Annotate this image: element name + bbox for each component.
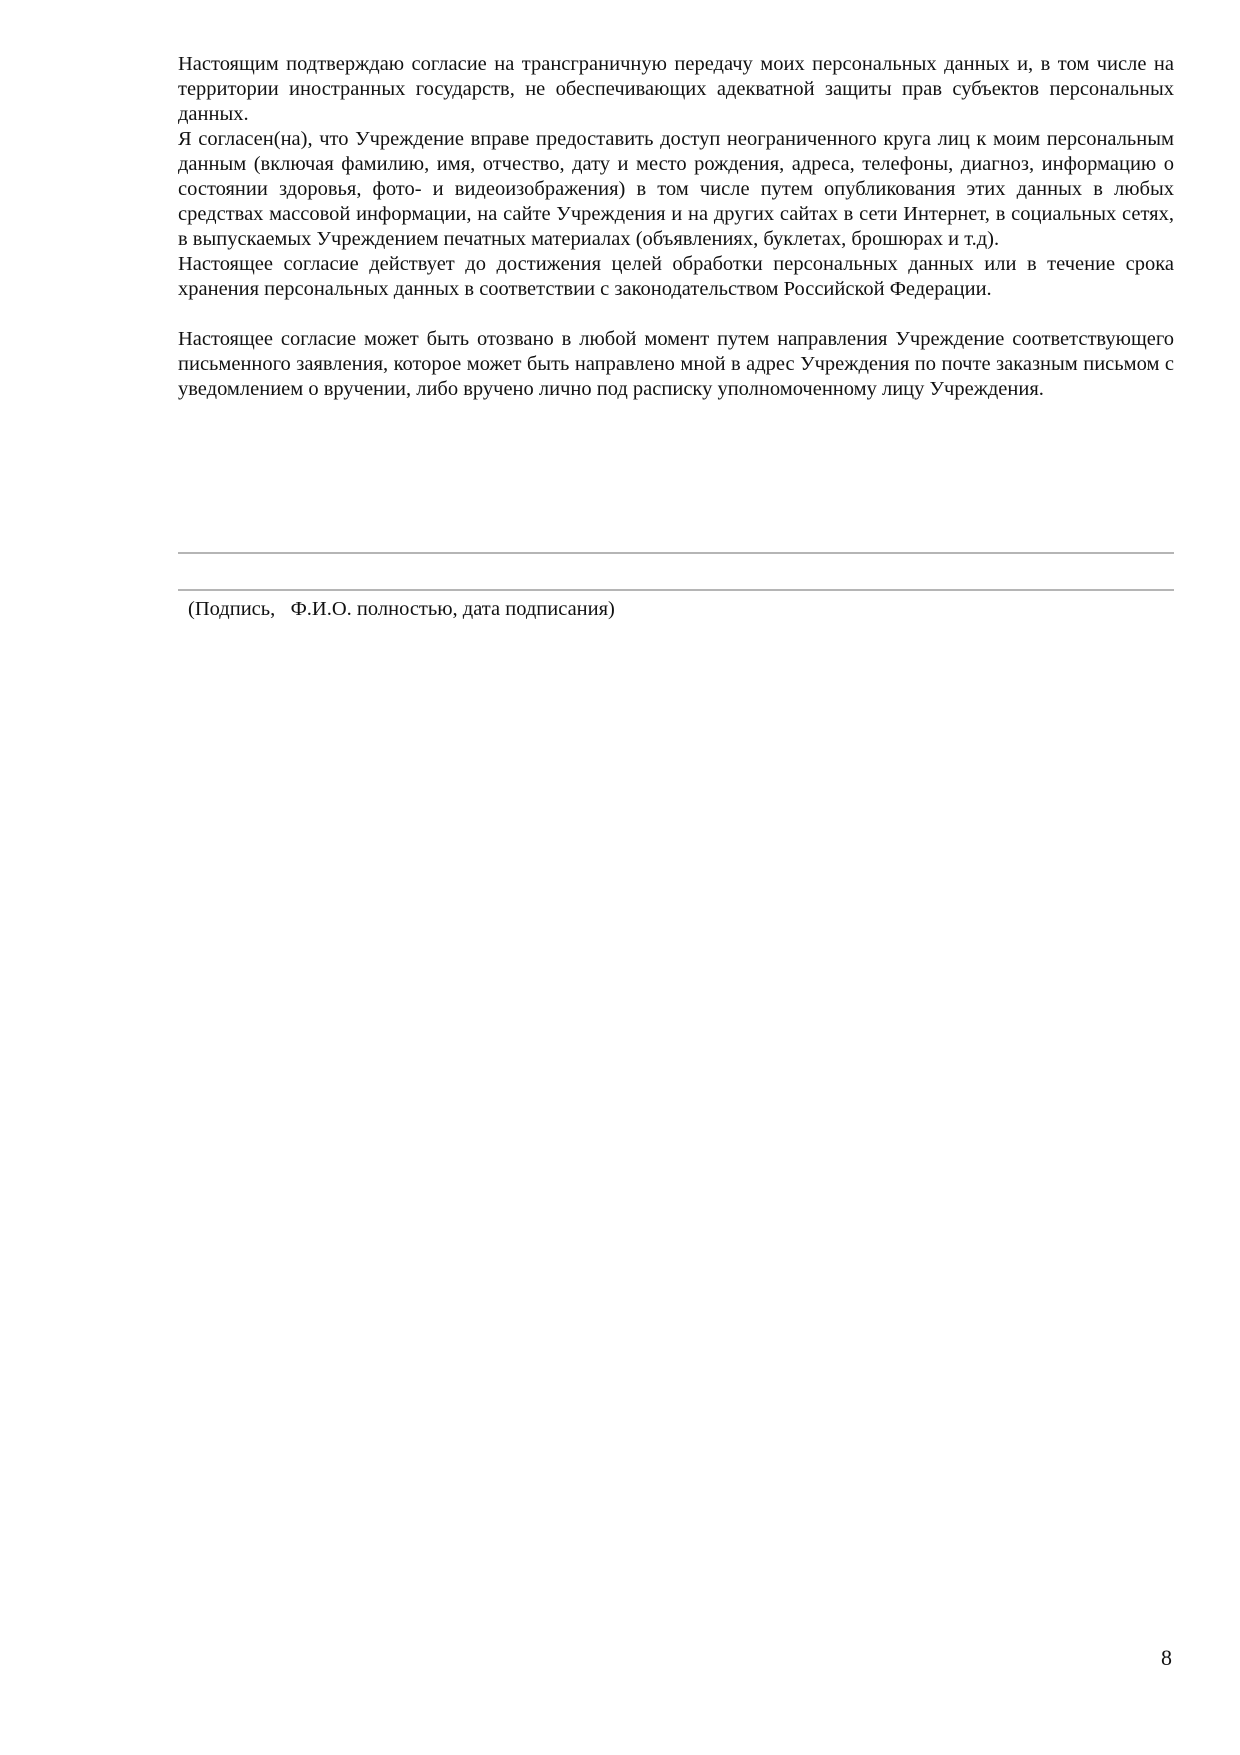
signature-underline xyxy=(178,589,1174,591)
page-number: 8 xyxy=(1161,1645,1172,1670)
paragraph-consent-revocation: Настоящее согласие может быть отозвано в любой момент путем направления Учреждение соответствующего письменного заявления, которое может быть направлено мной в адрес Учреждения по почте заказным письмом с уведомлением о вручении, либо вручено лично под расписку уполномоченному лицу Учреждения. xyxy=(178,328,1174,400)
signature-line xyxy=(178,552,1174,554)
paragraph-spacer xyxy=(178,302,1174,327)
paragraph-cross-border-consent: Настоящим подтверждаю согласие на трансграничную передачу моих персональных данных и, в том числе на территории иностранных государств, не обеспечивающих адекватной защиты прав субъектов персональных данных. xyxy=(178,53,1174,125)
document-body xyxy=(178,52,1174,402)
signature-caption: (Подпись, Ф.И.О. полностью, дата подписания) xyxy=(188,598,615,620)
paragraph-consent-validity: Настоящее согласие действует до достижения целей обработки персональных данных или в течение срока хранения персональных данных в соответствии с законодательством Российской Федерации. xyxy=(178,253,1174,300)
paragraph-public-access-consent: Я согласен(на), что Учреждение вправе предоставить доступ неограниченного круга лиц к моим персональным данным (включая фамилию, имя, отчество, дату и место рождения, адреса, телефоны, диагноз, информацию о состоянии здоровья, фото- и видеоизображения) в том числе путем опубликования этих данных в любых средствах массовой информации, на сайте Учреждения и на других сайтах в сети Интернет, в социальных сетях, в выпускаемых Учреждением печатных материалах (объявлениях, буклетах, брошюрах и т.д). xyxy=(178,128,1174,250)
